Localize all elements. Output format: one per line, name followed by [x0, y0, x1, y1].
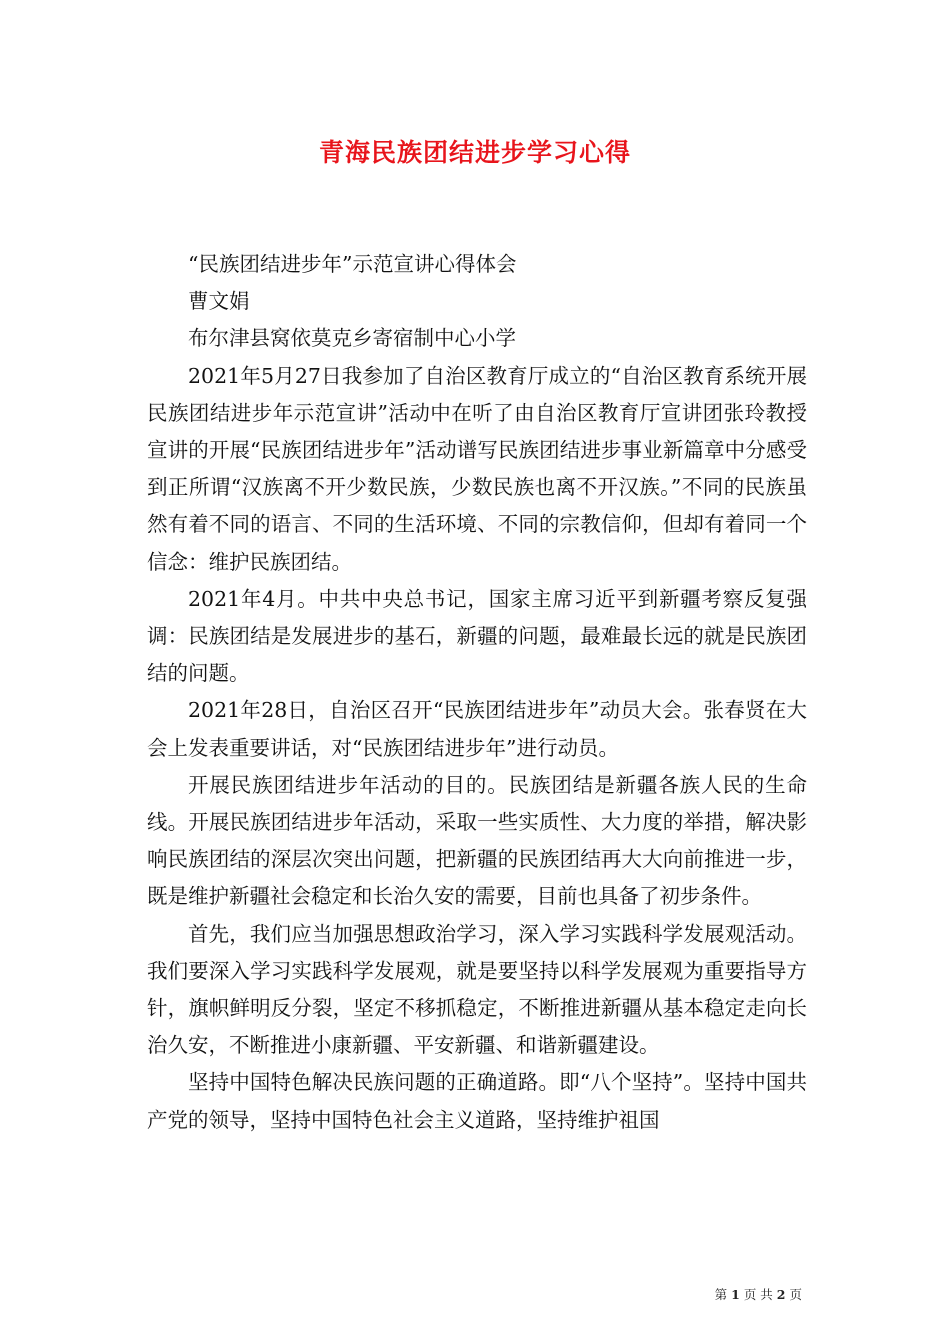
document-body [147, 246, 807, 1139]
footer-middle: 页 共 [743, 1287, 773, 1302]
paragraph-school: 布尔津县窝依莫克乡寄宿制中心小学 [188, 326, 516, 351]
paragraph-author: 曹文娟 [188, 289, 250, 314]
footer-total-pages: 2 [776, 1287, 786, 1302]
paragraph-body: 坚持中国特色解决民族问题的正确道路。即“八个坚持”。坚持中国共产党的领导，坚持中国特色社会主义道路，坚持维护祖国 [147, 1070, 807, 1132]
paragraph-body: 首先，我们应当加强思想政治学习，深入学习实践科学发展观活动。我们要深入学习实践科学发展观，就是要坚持以科学发展观为重要指导方针，旗帜鲜明反分裂，坚定不移抓稳定，不断推进新疆从基本稳定走向长治久安，不断推进小康新疆、平安新疆、和谐新疆建设。 [147, 921, 807, 1058]
paragraph-body: 2021年28日，自治区召开“民族团结进步年”动员大会。张春贤在大会上发表重要讲话，对“民族团结进步年”进行动员。 [147, 698, 807, 760]
footer-suffix: 页 [789, 1287, 802, 1302]
footer-prefix: 第 [714, 1287, 728, 1302]
page-footer [715, 1285, 802, 1303]
paragraph-subtitle: “民族团结进步年”示范宣讲心得体会 [188, 252, 517, 276]
paragraph-body: 2021年4月。中共中央总书记，国家主席习近平到新疆考察反复强调：民族团结是发展进步的基石，新疆的问题，最难最长远的就是民族团结的问题。 [147, 586, 807, 686]
document-title: 青海民族团结进步学习心得 [318, 138, 631, 167]
paragraph-body: 开展民族团结进步年活动的目的。民族团结是新疆各族人民的生命线。开展民族团结进步年活动，采取一些实质性、大力度的举措，解决影响民族团结的深层次突出问题，把新疆的民族团结再大大向前推进一步，既是维护新疆社会稳定和长治久安的需要，目前也具备了初步条件。 [147, 772, 807, 909]
paragraph-body: 2021年5月27日我参加了自治区教育厅成立的“自治区教育系统开展民族团结进步年示范宣讲”活动中在听了由自治区教育厅宣讲团张玲教授宣讲的开展“民族团结进步年”活动谱写民族团结进步事业新篇章中分感受到正所谓“汉族离不开少数民族，少数民族也离不开汉族。”不同的民族虽然有着不同的语言、不同的生活环境、不同的宗教信仰，但却有着同一个信念：维护民族团结。 [147, 363, 807, 574]
footer-current-page: 1 [731, 1287, 740, 1302]
